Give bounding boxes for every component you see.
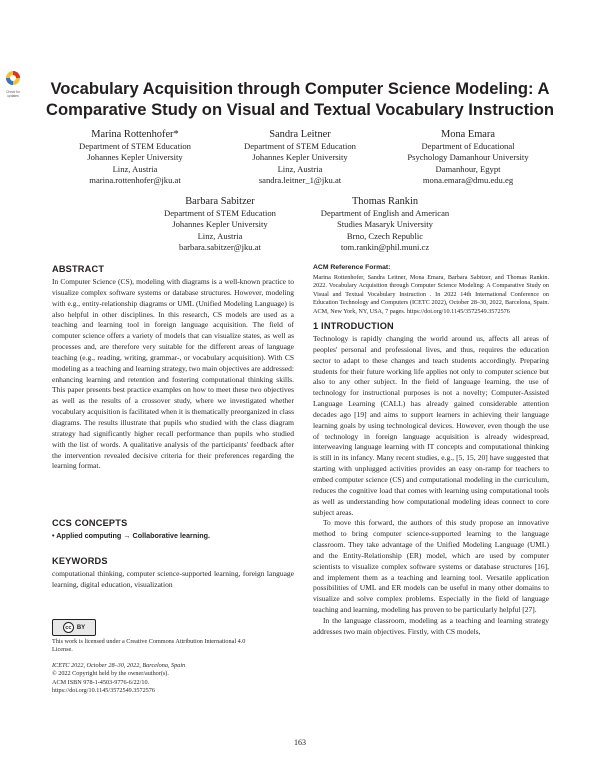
author-name: Sandra Leitner xyxy=(269,129,331,140)
author-email[interactable]: tom.rankin@phil.muni.cz xyxy=(340,241,430,252)
keywords-heading: KEYWORDS xyxy=(52,556,108,566)
intro-body xyxy=(313,334,549,638)
author-email[interactable]: marina.rottenhofer@jku.at xyxy=(89,174,181,185)
author-name: Barbara Sabitzer xyxy=(185,196,255,207)
intro-paragraph: To move this forward, the authors of this study propose an innovative method to bring computer science-supported learning to the language classroom. They take advantage of the Unified Modeling Language (UML) and the Entity-Relationship (ER) model, which are used by computer scientists to visualize complex software systems or database structures [16], and implement them as a teaching and learning tool. Versatile application possibilities of UML and ER models can be useful in many other domains to visualize and solve complex problems. Especially in the field of language teaching and learning, modeling has proven to be particularly helpful [27]. xyxy=(313,518,549,615)
abstract-text: In Computer Science (CS), modeling with diagrams is a well-known practice to visualize complex software systems or database structures. However, modeling with e.g., entity-relationship diagrams or UML (Unified Modeling Language) is also helpful in other disciplines. In this research, CS models are used as a teaching and learning tool in foreign language acquisition. The field of computer science offers a variety of models that can visualize states, as well as processes and, are therefore very suitable for the different areas of language teaching (e.g., reading, writing, grammar-, or vocabulary acquisition). With CS modeling as a teaching and learning strategy, two main objectives are addressed: enhancing learning and retention and fostering computational thinking skills. This paper presents best practice examples on how to meet these two objectives as well as the results of a crossover study, where we investigated whether vocabulary acquisition is facilitated when it is thematically preorganized in class diagrams. The results illustrate that pupils who studied with the class diagram strategy had significantly higher recall performance than pupils who studied with the list of words. A qualitative analysis of the participants' feedback after the intervention revealed decisive criteria for their preferences regarding the learning format. xyxy=(52,277,294,471)
author-dept: Department of English and American xyxy=(320,208,450,218)
paper-title: Vocabulary Acquisition through Computer Science Modeling: A Comparative Study on Visual and Textual Vocabulary Instruction xyxy=(45,79,555,119)
author-place: Brno, Czech Republic xyxy=(346,230,424,241)
author-block xyxy=(60,128,210,186)
cc-by-label: BY xyxy=(76,624,86,631)
author-block xyxy=(225,128,375,186)
author-name: Thomas Rankin xyxy=(351,196,419,207)
abstract-heading: ABSTRACT xyxy=(52,264,105,274)
author-place: Damanhour, Egypt xyxy=(435,163,501,174)
author-dept: Department of Educational xyxy=(421,141,515,151)
doi-link[interactable]: https://doi.org/10.1145/3572549.3572576 xyxy=(52,687,155,695)
isbn-line: ACM ISBN 978-1-4503-9776-6/22/10. xyxy=(52,678,150,686)
author-org: Johannes Kepler University xyxy=(172,219,268,230)
author-email[interactable]: sandra.leitner_1@jku.at xyxy=(258,174,342,185)
ccs-heading: CCS CONCEPTS xyxy=(52,518,128,528)
author-place: Linz, Austria xyxy=(112,163,158,174)
update-icon xyxy=(4,70,22,86)
author-dept: Department of STEM Education xyxy=(164,208,276,218)
intro-heading: 1 INTRODUCTION xyxy=(313,321,394,331)
ccs-item: • Applied computing → Collaborative learning. xyxy=(52,531,210,540)
author-place: Linz, Austria xyxy=(197,230,243,241)
author-email[interactable]: mona.emara@dmu.edu.eg xyxy=(422,174,514,185)
author-email[interactable]: barbara.sabitzer@jku.at xyxy=(179,241,261,252)
author-org: Johannes Kepler University xyxy=(87,152,183,163)
copyright-line: © 2022 Copyright held by the owner/author(s). xyxy=(52,670,169,678)
author-block xyxy=(388,128,548,186)
author-block xyxy=(140,195,300,253)
acm-ref-text: Marina Rottenhofer, Sandra Leitner, Mona Emara, Barbara Sabitzer, and Thomas Rankin. 2022. Vocabulary Acquisition through Computer Science Modeling: A Comparative Study on Visual and Textual Vocabulary Instruction . In 2022 14th International Conference on Education Technology and Computers (ICETC 2022), October 28–30, 2022, Barcelona, Spain. ACM, New York, NY, USA, 7 pages. https://doi.org/10.1145/3572549.3572576 xyxy=(313,274,549,315)
author-place: Linz, Austria xyxy=(277,163,323,174)
creative-commons-badge[interactable] xyxy=(52,619,96,636)
author-org: Johannes Kepler University xyxy=(252,152,348,163)
author-block xyxy=(300,195,470,253)
author-dept: Department of STEM Education xyxy=(79,141,191,151)
conference-line: ICETC 2022, October 28–30, 2022, Barcelona, Spain xyxy=(52,662,186,669)
intro-paragraph: In the language classroom, modeling as a teaching and learning strategy addresses two main objectives. Firstly, with CS models, xyxy=(313,615,549,636)
page-number: 163 xyxy=(294,738,306,747)
author-org: Studies Masaryk University xyxy=(337,219,433,230)
check-for-updates-badge[interactable] xyxy=(4,70,22,98)
acm-ref-heading: ACM Reference Format: xyxy=(313,264,391,271)
author-dept: Department of STEM Education xyxy=(244,141,356,151)
keywords-text: computational thinking, computer science-supported learning, foreign language learning, digital education, visualization xyxy=(52,569,294,589)
conference-info xyxy=(52,662,292,696)
author-org: Psychology Damanhour University xyxy=(407,152,529,163)
author-name: Mona Emara xyxy=(441,129,495,140)
intro-paragraph: Technology is rapidly changing the world around us, affects all areas of peoples' personal and professional lives, and thus, requires the education sector to adapt to these changes and teach students accordingly. Preparing students for their future working life applies not only to computer science but also to any other subject. In the field of language learning, the use of technology for instructional purposes is not a novelty; Computer-Assisted Language Learning (CALL) has already gained considerable attention decades ago [19] and aims to support learners in achieving their language learning goals by using technological devices. However, even though the use of technology in foreign language acquisition is already widespread, interweaving language learning with IT concepts and computational thinking is still in its infancy. Many recent studies, e.g., [5, 15, 20] have suggested that starting with unplugged activities provides an easy on-ramp for teachers to embed computer science (CS) and computational modeling in the curriculum, reduces the cognitive load that comes with learning using computational tools as well as understanding how computational modeling ideas connect to core subject areas. xyxy=(313,334,549,517)
license-text: This work is licensed under a Creative Commons Attribution International 4.0 License. xyxy=(52,638,246,654)
author-name: Marina Rottenhofer* xyxy=(91,129,179,140)
check-for-updates-label: Check for updates xyxy=(6,90,20,98)
cc-icon: cc xyxy=(63,622,74,633)
